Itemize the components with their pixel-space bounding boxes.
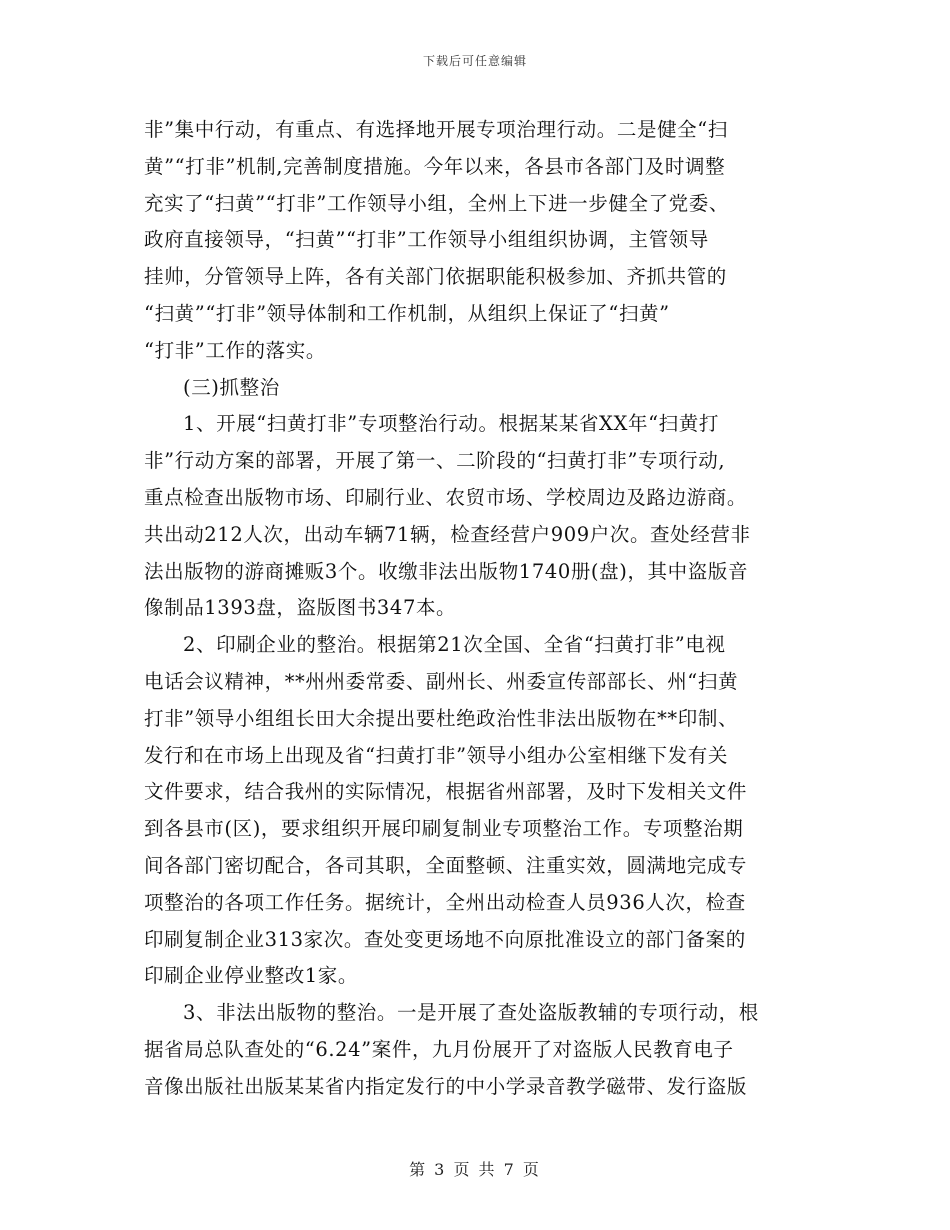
page-number-footer: 第 3 页 共 7 页 — [409, 1160, 541, 1179]
text-line: 音像出版社出版某某省内指定发行的中小学录音教学磁带、发行盗版 — [144, 1074, 748, 1098]
text-line: 非”集中行动，有重点、有选择地开展专项治理行动。二是健全“扫 — [144, 118, 728, 141]
text-line: 文件要求，结合我州的实际情况，根据省州部署，及时下发相关文件 — [144, 780, 748, 804]
text-line: 像制品1393盘，盗版图书347本。 — [144, 596, 457, 620]
section-heading: (三)抓整治 — [183, 375, 280, 399]
text-line: 法出版物的游商摊贩3个。收缴非法出版物1740册(盘)，其中盗版音 — [144, 559, 749, 583]
text-line: 黄”“打非”机制,完善制度措施。今年以来，各县市各部门及时调整 — [144, 154, 726, 178]
text-line: 项整治的各项工作任务。据统计，全州出动检查人员936人次，检查 — [144, 890, 746, 914]
text-line: 到各县市(区)，要求组织开展印刷复制业专项整治工作。专项整治期 — [144, 817, 744, 841]
text-line: 挂帅，分管领导上阵，各有关部门依据职能积极参加、齐抓共管的 — [144, 265, 727, 289]
text-line: 发行和在市场上出现及省“扫黄打非”领导小组办公室相继下发有关 — [144, 743, 728, 767]
text-line: “打非”工作的落实。 — [144, 338, 326, 362]
paragraph-start: 1、开展“扫黄打非”专项整治行动。根据某某省XX年“扫黄打 — [183, 412, 719, 436]
text-line: 充实了“扫黄”“打非”工作领导小组，全州上下进一步健全了党委、 — [144, 191, 729, 215]
paragraph-start: 2、印刷企业的整治。根据第21次全国、全省“扫黄打非”电视 — [183, 633, 726, 657]
document-body — [144, 112, 809, 1106]
paragraph-start: 3、非法出版物的整治。一是开展了查处盗版教辅的专项行动，根 — [183, 1001, 759, 1025]
text-line: 据省局总队查处的“6.24”案件，九月份展开了对盗版人民教育电子 — [144, 1037, 734, 1061]
text-line: 间各部门密切配合，各司其职，全面整顿、注重实效，圆满地完成专 — [144, 853, 748, 877]
text-line: 打非”领导小组组长田大余提出要杜绝政治性非法出版物在**印制、 — [144, 706, 739, 730]
page-header: 下载后可任意编辑 — [422, 54, 527, 68]
text-line: 电话会议精神，**州州委常委、副州长、州委宣传部部长、州“扫黄 — [144, 669, 739, 693]
text-line: 重点检查出版物市场、印刷行业、农贸市场、学校周边及路边游商。 — [144, 485, 748, 509]
text-line: 政府直接领导，“扫黄”“打非”工作领导小组组织协调，主管领导 — [144, 228, 709, 252]
text-line: 印刷复制企业313家次。查处变更场地不向原批准设立的部门备案的 — [144, 927, 746, 951]
text-line: 非”行动方案的部署，开展了第一、二阶段的“扫黄打非”专项行动, — [144, 449, 726, 473]
text-line: “扫黄”“打非”领导体制和工作机制，从组织上保证了“扫黄” — [144, 301, 670, 325]
text-line: 印刷企业停业整改1家。 — [144, 964, 359, 988]
text-line: 共出动212人次，出动车辆71辆，检查经营户909户次。查处经营非 — [144, 522, 751, 546]
